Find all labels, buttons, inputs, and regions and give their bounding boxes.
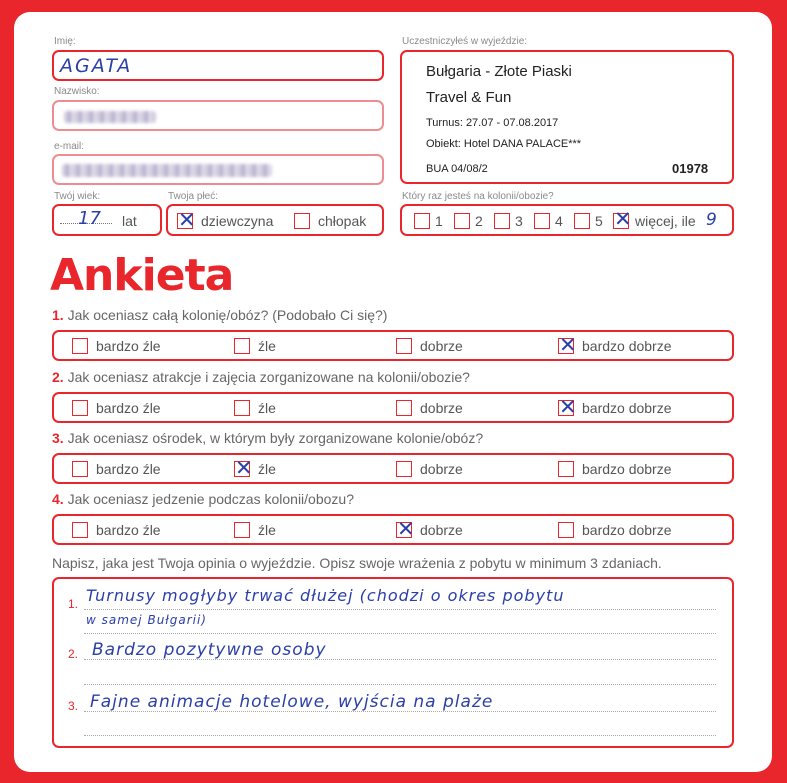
survey-title: Ankieta <box>50 250 234 301</box>
answer-1-line-2: w samej Bułgarii) <box>86 613 207 627</box>
times-field <box>400 204 734 236</box>
question-text: Jak oceniasz ośrodek, w którym były zorganizowane kolonie/obóz? <box>67 430 484 446</box>
trip-number: 01978 <box>672 161 709 176</box>
age-field[interactable] <box>52 204 162 236</box>
rating-checkbox[interactable] <box>558 522 574 538</box>
rating-option-label: źle <box>258 461 276 477</box>
question-number: 3. <box>52 430 64 446</box>
rating-checkbox[interactable] <box>396 338 412 354</box>
question-number: 4. <box>52 491 64 507</box>
redacted-surname <box>64 111 156 123</box>
question-text: Jak oceniasz całą kolonię/obóz? (Podobało Ci się?) <box>67 307 388 323</box>
rating-option-label: źle <box>258 400 276 416</box>
question-4 <box>52 491 354 507</box>
question-number: 1. <box>52 307 64 323</box>
gender-checkbox-chlopak[interactable] <box>294 213 310 229</box>
times-option-5: 5 <box>595 213 603 229</box>
email-field[interactable] <box>52 154 384 185</box>
rating-checkbox[interactable] <box>72 338 88 354</box>
name-field[interactable] <box>52 50 384 81</box>
times-checkbox-1[interactable] <box>414 213 430 229</box>
rating-option-label: bardzo dobrze <box>582 522 672 538</box>
opinion-box[interactable] <box>52 577 734 748</box>
rating-checkbox[interactable] <box>234 338 250 354</box>
rating-check-mark: ✕ <box>397 517 415 541</box>
answer-line <box>84 609 716 610</box>
rating-checkbox[interactable] <box>558 461 574 477</box>
rating-option-label: bardzo źle <box>96 522 161 538</box>
gender-label: Twoja płeć: <box>168 191 219 202</box>
rating-checkbox[interactable] <box>234 522 250 538</box>
gender-option-dziewczyna: dziewczyna <box>201 213 274 229</box>
trip-destination: Bułgaria - Złote Piaski <box>426 63 572 80</box>
gender-field <box>166 204 384 236</box>
email-label: e-mail: <box>54 141 85 152</box>
participant-label: Uczestniczyłeś w wyjeździe: <box>402 36 528 47</box>
times-checkbox-4[interactable] <box>534 213 550 229</box>
times-option-more: więcej, ile <box>635 213 696 229</box>
rating-option-label: dobrze <box>420 338 463 354</box>
question-text: Jak oceniasz jedzenie podczas kolonii/obozu? <box>67 491 354 507</box>
trip-info-box <box>400 50 734 184</box>
age-unit: lat <box>122 213 137 229</box>
answer-row-4 <box>52 514 734 545</box>
question-number: 2. <box>52 369 64 385</box>
rating-option-label: dobrze <box>420 400 463 416</box>
answer-line <box>84 684 716 685</box>
question-2 <box>52 369 470 385</box>
answer-number-2: 2. <box>68 647 79 661</box>
trip-turnus: Turnus: 27.07 - 07.08.2017 <box>426 117 559 129</box>
rating-option-label: bardzo dobrze <box>582 400 672 416</box>
gender-option-chlopak: chłopak <box>318 213 367 229</box>
answer-line <box>84 633 716 634</box>
age-label: Twój wiek: <box>54 191 101 202</box>
surname-label: Nazwisko: <box>54 86 100 97</box>
times-check-mark: ✕ <box>614 207 632 231</box>
trip-code: BUA 04/08/2 <box>426 163 488 175</box>
rating-option-label: bardzo źle <box>96 461 161 477</box>
rating-option-label: bardzo dobrze <box>582 338 672 354</box>
rating-checkbox[interactable] <box>234 400 250 416</box>
times-more-value: 9 <box>706 210 717 230</box>
times-checkbox-3[interactable] <box>494 213 510 229</box>
rating-checkbox[interactable] <box>72 400 88 416</box>
opinion-prompt: Napisz, jaka jest Twoja opinia o wyjeździe. Opisz swoje wrażenia z pobytu w minimum 3 zdaniach. <box>52 555 662 571</box>
rating-option-label: bardzo źle <box>96 400 161 416</box>
question-1 <box>52 307 387 323</box>
rating-option-label: bardzo źle <box>96 338 161 354</box>
times-checkbox-5[interactable] <box>574 213 590 229</box>
answer-row-1 <box>52 330 734 361</box>
times-label: Który raz jesteś na kolonii/obozie? <box>402 191 554 202</box>
rating-option-label: dobrze <box>420 461 463 477</box>
trip-obiekt: Obiekt: Hotel DANA PALACE*** <box>426 138 582 150</box>
times-option-3: 3 <box>515 213 523 229</box>
times-option-4: 4 <box>555 213 563 229</box>
answer-1-line-1: Turnusy mogłyby trwać dłużej (chodzi o okres pobytu <box>86 586 565 605</box>
gender-check-mark: ✕ <box>178 208 196 232</box>
rating-option-label: źle <box>258 338 276 354</box>
answer-line <box>84 735 716 736</box>
rating-checkbox[interactable] <box>72 461 88 477</box>
rating-check-mark: ✕ <box>559 333 577 357</box>
rating-check-mark: ✕ <box>235 456 253 480</box>
age-value: 17 <box>78 208 101 229</box>
name-label: Imię: <box>54 36 76 47</box>
rating-checkbox[interactable] <box>396 400 412 416</box>
rating-option-label: źle <box>258 522 276 538</box>
question-text: Jak oceniasz atrakcje i zajęcia zorganizowane na kolonii/obozie? <box>67 369 470 385</box>
rating-checkbox[interactable] <box>72 522 88 538</box>
rating-option-label: dobrze <box>420 522 463 538</box>
question-3 <box>52 430 483 446</box>
redacted-email <box>62 164 272 177</box>
answer-row-2 <box>52 392 734 423</box>
rating-checkbox[interactable] <box>396 461 412 477</box>
trip-organizer: Travel & Fun <box>426 89 512 106</box>
answer-2-line-1: Bardzo pozytywne osoby <box>92 640 327 660</box>
answer-row-3 <box>52 453 734 484</box>
times-option-2: 2 <box>475 213 483 229</box>
name-value: AGATA <box>60 55 133 77</box>
answer-3-line-1: Fajne animacje hotelowe, wyjścia na plaże <box>90 692 494 712</box>
times-option-1: 1 <box>435 213 443 229</box>
times-checkbox-2[interactable] <box>454 213 470 229</box>
rating-check-mark: ✕ <box>559 395 577 419</box>
surname-field[interactable] <box>52 100 384 131</box>
rating-option-label: bardzo dobrze <box>582 461 672 477</box>
answer-number-3: 3. <box>68 699 79 713</box>
answer-number-1: 1. <box>68 597 79 611</box>
